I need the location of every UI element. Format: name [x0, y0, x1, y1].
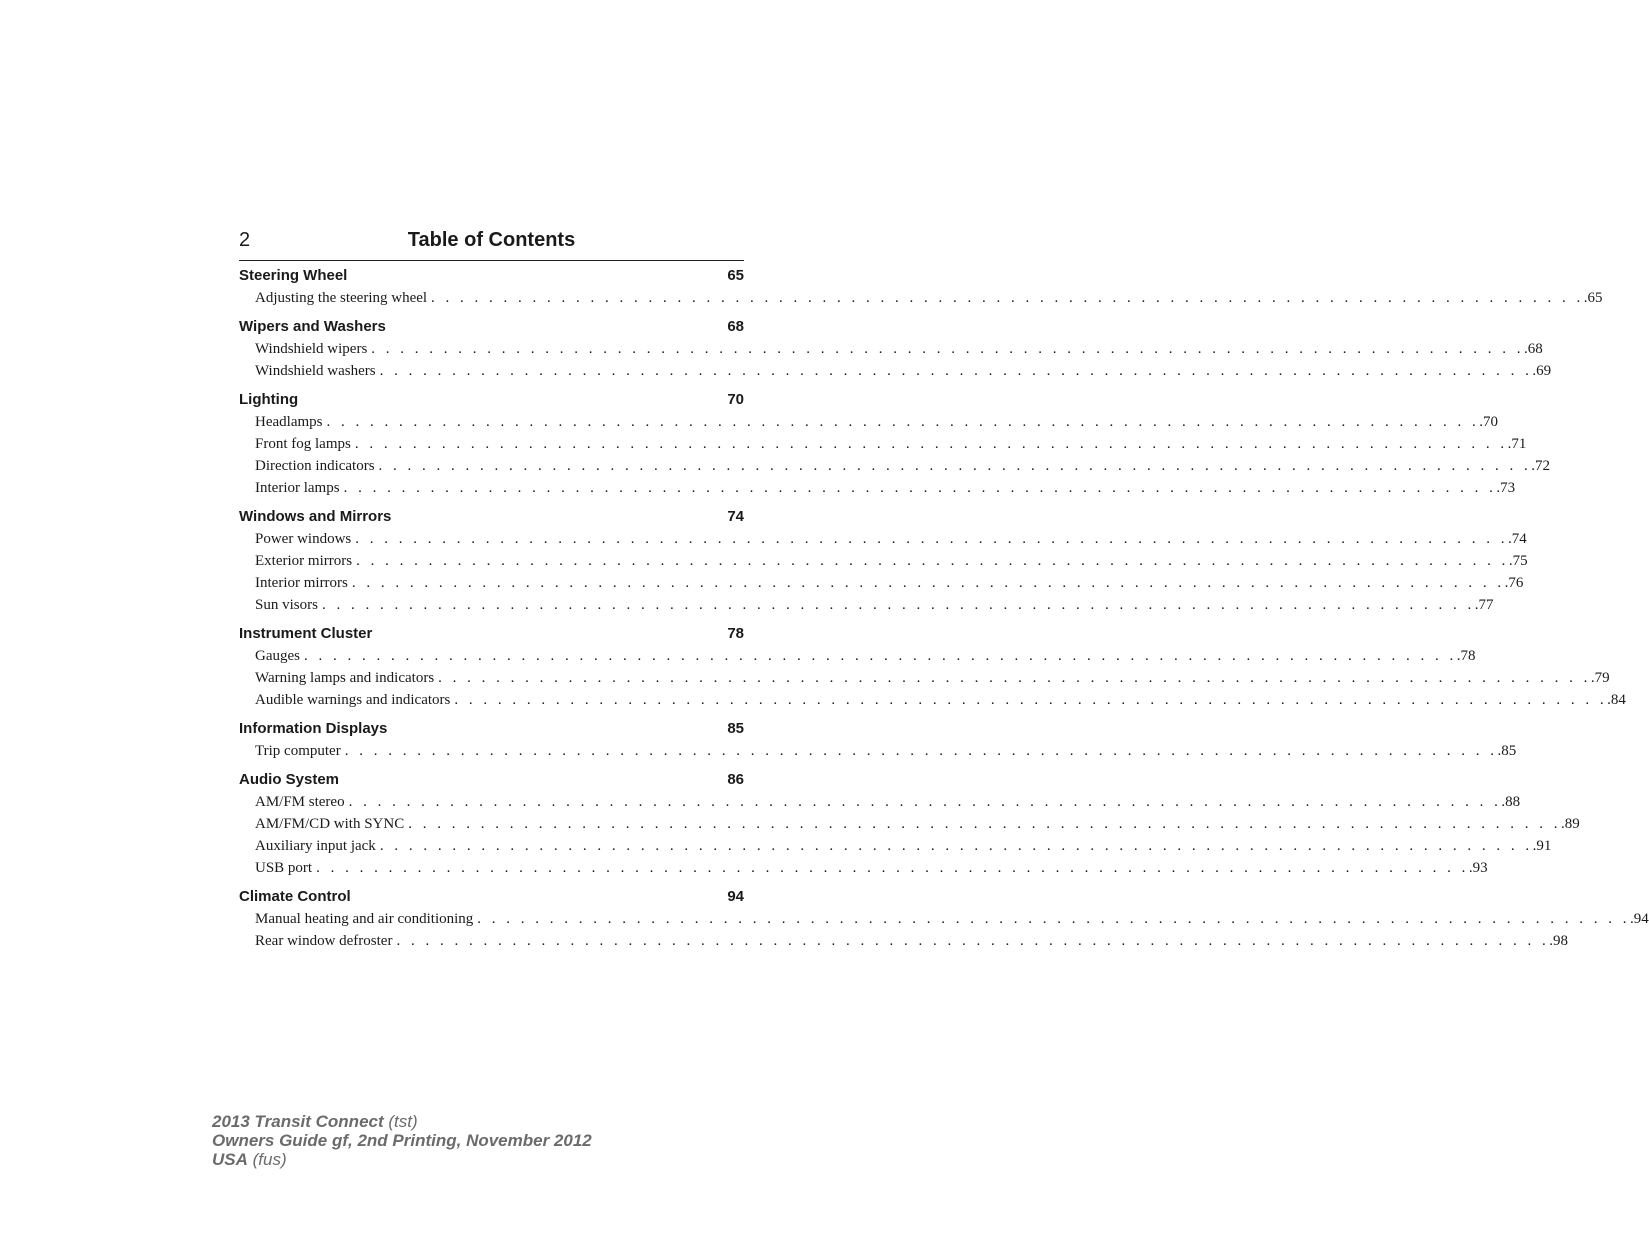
toc-entry[interactable] [239, 689, 1626, 711]
toc-section [239, 718, 1517, 762]
entry-page: .84 [1607, 692, 1626, 708]
entry-page: .74 [1508, 531, 1527, 547]
toc-section [239, 506, 1528, 616]
toc-section [239, 389, 1551, 499]
entry-page: .93 [1468, 860, 1488, 876]
toc-section [239, 623, 1626, 711]
page-number: 2 [239, 229, 251, 251]
entry-label: Gauges [255, 648, 300, 664]
entry-label: AM/FM stereo [255, 794, 345, 810]
section-heading[interactable] [239, 389, 744, 411]
toc-entry[interactable] [239, 791, 1521, 813]
dot-leader: . . . . . . . . . . . . . . . . . . . . . . . . . . . . . . . . . . . . . . . . . . . . . . . . . . . . . . . . . . . . . . . . . . . . . . . . . . . . . . . . [379, 838, 1533, 854]
entry-label: Front fog lamps [255, 436, 351, 452]
dot-leader: . . . . . . . . . . . . . . . . . . . . . . . . . . . . . . . . . . . . . . . . . . . . . . . . . . . . . . . . . . . . . . . . . . . . . . . . . . . . . . . . [351, 575, 1505, 591]
dot-leader: . . . . . . . . . . . . . . . . . . . . . . . . . . . . . . . . . . . . . . . . . . . . . . . . . . . . . . . . . . . . . . . . . . . . . . . . . . . . . . . . [378, 458, 1532, 474]
dot-leader: . . . . . . . . . . . . . . . . . . . . . . . . . . . . . . . . . . . . . . . . . . . . . . . . . . . . . . . . . . . . . . . . . . . . . . . . . . . . . . . . [348, 794, 1502, 810]
toc-entry[interactable] [239, 645, 1476, 667]
entry-page: .79 [1590, 670, 1610, 686]
dot-leader: . . . . . . . . . . . . . . . . . . . . . . . . . . . . . . . . . . . . . . . . . . . . . . . . . . . . . . . . . . . . . . . . . . . . . . . . . . . . . . . . [343, 480, 1497, 496]
section-heading[interactable] [239, 769, 744, 791]
entry-page: .88 [1501, 794, 1521, 810]
dot-leader: . . . . . . . . . . . . . . . . . . . . . . . . . . . . . . . . . . . . . . . . . . . . . . . . . . . . . . . . . . . . . . . . . . . . . . . . . . . . . . . . [304, 648, 1457, 664]
entry-label: Audible warnings and indicators [255, 692, 451, 708]
footer-line-market [212, 1150, 592, 1169]
entry-page: .89 [1560, 816, 1580, 832]
section-heading[interactable] [239, 886, 744, 908]
toc-section [239, 769, 1580, 879]
page-title: Table of Contents [407, 229, 576, 251]
dot-leader: . . . . . . . . . . . . . . . . . . . . . . . . . . . . . . . . . . . . . . . . . . . . . . . . . . . . . . . . . . . . . . . . . . . . . . . . . . . . . . . . [371, 341, 1525, 357]
footer-market-code: (fus) [252, 1150, 287, 1169]
toc-section [239, 886, 1649, 952]
toc-entry[interactable] [239, 528, 1527, 550]
section-page: 85 [727, 720, 744, 737]
dot-leader: . . . . . . . . . . . . . . . . . . . . . . . . . . . . . . . . . . . . . . . . . . . . . . . . . . . . . . . . . . . . . . . . . . . . . . . . . . . . . . . . [431, 290, 1584, 306]
section-title: Wipers and Washers [239, 318, 386, 335]
section-page: 74 [727, 508, 744, 525]
toc-entry[interactable] [239, 477, 1516, 499]
entry-label: Windshield wipers [255, 341, 368, 357]
footer-line-vehicle [212, 1112, 592, 1131]
section-title: Information Displays [239, 720, 388, 737]
entry-label: Sun visors [255, 597, 318, 613]
section-heading[interactable] [239, 506, 744, 528]
toc-section [239, 316, 1552, 382]
dot-leader: . . . . . . . . . . . . . . . . . . . . . . . . . . . . . . . . . . . . . . . . . . . . . . . . . . . . . . . . . . . . . . . . . . . . . . . . . . . . . . . . [326, 414, 1480, 430]
entry-label: Adjusting the steering wheel [255, 290, 428, 306]
entry-label: Rear window defroster [255, 933, 393, 949]
entry-label: AM/FM/CD with SYNC [255, 816, 405, 832]
section-page: 65 [727, 267, 744, 284]
entry-page: .71 [1507, 436, 1527, 452]
dot-leader: . . . . . . . . . . . . . . . . . . . . . . . . . . . . . . . . . . . . . . . . . . . . . . . . . . . . . . . . . . . . . . . . . . . . . . . . . . . . . . . . [321, 597, 1475, 613]
section-title: Climate Control [239, 888, 351, 905]
toc-entry[interactable] [239, 572, 1524, 594]
entry-page: .73 [1496, 480, 1516, 496]
dot-leader: . . . . . . . . . . . . . . . . . . . . . . . . . . . . . . . . . . . . . . . . . . . . . . . . . . . . . . . . . . . . . . . . . . . . . . . . . . . . . . . . [356, 553, 1509, 569]
section-page: 70 [727, 391, 744, 408]
toc-entry[interactable] [239, 813, 1580, 835]
footer-vehicle-code: (tst) [388, 1112, 418, 1131]
entry-label: Power windows [255, 531, 352, 547]
entry-page: .72 [1531, 458, 1551, 474]
entry-page: .94 [1630, 911, 1649, 927]
section-page: 86 [727, 771, 744, 788]
entry-page: .70 [1479, 414, 1498, 430]
section-title: Lighting [239, 391, 299, 408]
footer-guide-info: Owners Guide gf, 2nd Printing, November 2012 [212, 1131, 592, 1150]
section-title: Windows and Mirrors [239, 508, 392, 525]
entry-page: .85 [1497, 743, 1517, 759]
section-page: 94 [727, 888, 744, 905]
toc-entry[interactable] [239, 930, 1568, 952]
entry-page: .75 [1508, 553, 1528, 569]
table-of-contents [239, 265, 1649, 959]
entry-page: .98 [1549, 933, 1568, 949]
section-heading[interactable] [239, 316, 744, 338]
entry-label: Exterior mirrors [255, 553, 353, 569]
dot-leader: . . . . . . . . . . . . . . . . . . . . . . . . . . . . . . . . . . . . . . . . . . . . . . . . . . . . . . . . . . . . . . . . . . . . . . . . . . . . . . . . [344, 743, 1498, 759]
entry-label: Auxiliary input jack [255, 838, 376, 854]
toc-entry[interactable] [239, 740, 1517, 762]
page-footer [212, 1112, 592, 1169]
dot-leader: . . . . . . . . . . . . . . . . . . . . . . . . . . . . . . . . . . . . . . . . . . . . . . . . . . . . . . . . . . . . . . . . . . . . . . . . . . . . . . . . [438, 670, 1591, 686]
entry-page: .77 [1474, 597, 1494, 613]
dot-leader: . . . . . . . . . . . . . . . . . . . . . . . . . . . . . . . . . . . . . . . . . . . . . . . . . . . . . . . . . . . . . . . . . . . . . . . . . . . . . . . . [355, 531, 1508, 547]
entry-page: .76 [1504, 575, 1524, 591]
entry-page: .69 [1532, 363, 1552, 379]
dot-leader: . . . . . . . . . . . . . . . . . . . . . . . . . . . . . . . . . . . . . . . . . . . . . . . . . . . . . . . . . . . . . . . . . . . . . . . . . . . . . . . . [354, 436, 1508, 452]
entry-page: .78 [1456, 648, 1476, 664]
toc-entry[interactable] [239, 338, 1543, 360]
entry-label: Headlamps [255, 414, 323, 430]
dot-leader: . . . . . . . . . . . . . . . . . . . . . . . . . . . . . . . . . . . . . . . . . . . . . . . . . . . . . . . . . . . . . . . . . . . . . . . . . . . . . . . . [454, 692, 1608, 708]
entry-label: USB port [255, 860, 313, 876]
entry-label: Interior lamps [255, 480, 340, 496]
section-title: Audio System [239, 771, 340, 788]
page-header [239, 228, 744, 261]
toc-entry[interactable] [239, 908, 1649, 930]
entry-page: .68 [1524, 341, 1543, 357]
entry-label: Trip computer [255, 743, 341, 759]
toc-entry[interactable] [239, 455, 1551, 477]
footer-line-guide [212, 1131, 592, 1150]
dot-leader: . . . . . . . . . . . . . . . . . . . . . . . . . . . . . . . . . . . . . . . . . . . . . . . . . . . . . . . . . . . . . . . . . . . . . . . . . . . . . . . . [379, 363, 1533, 379]
toc-entry[interactable] [239, 550, 1528, 572]
dot-leader: . . . . . . . . . . . . . . . . . . . . . . . . . . . . . . . . . . . . . . . . . . . . . . . . . . . . . . . . . . . . . . . . . . . . . . . . . . . . . . . . [477, 911, 1631, 927]
footer-vehicle-name: 2013 Transit Connect [212, 1112, 384, 1131]
toc-entry[interactable] [239, 411, 1498, 433]
section-page: 78 [727, 625, 744, 642]
entry-page: .65 [1583, 290, 1603, 306]
toc-entry[interactable] [239, 667, 1610, 689]
dot-leader: . . . . . . . . . . . . . . . . . . . . . . . . . . . . . . . . . . . . . . . . . . . . . . . . . . . . . . . . . . . . . . . . . . . . . . . . . . . . . . . . [408, 816, 1561, 832]
section-heading[interactable] [239, 718, 744, 740]
toc-entry[interactable] [239, 594, 1494, 616]
section-title: Steering Wheel [239, 267, 348, 284]
entry-page: .91 [1532, 838, 1552, 854]
dot-leader: . . . . . . . . . . . . . . . . . . . . . . . . . . . . . . . . . . . . . . . . . . . . . . . . . . . . . . . . . . . . . . . . . . . . . . . . . . . . . . . . [396, 933, 1550, 949]
footer-market: USA [212, 1150, 248, 1169]
entry-label: Manual heating and air conditioning [255, 911, 474, 927]
section-heading[interactable] [239, 265, 744, 287]
toc-entry[interactable] [239, 835, 1552, 857]
dot-leader: . . . . . . . . . . . . . . . . . . . . . . . . . . . . . . . . . . . . . . . . . . . . . . . . . . . . . . . . . . . . . . . . . . . . . . . . . . . . . . . . [316, 860, 1469, 876]
toc-section [239, 265, 1603, 309]
entry-label: Warning lamps and indicators [255, 670, 435, 686]
section-title: Instrument Cluster [239, 625, 373, 642]
toc-entry[interactable] [239, 360, 1552, 382]
section-page: 68 [727, 318, 744, 335]
entry-label: Interior mirrors [255, 575, 348, 591]
toc-entry[interactable] [239, 433, 1527, 455]
entry-label: Windshield washers [255, 363, 376, 379]
entry-label: Direction indicators [255, 458, 375, 474]
toc-entry[interactable] [239, 857, 1488, 879]
section-heading[interactable] [239, 623, 744, 645]
toc-entry[interactable] [239, 287, 1603, 309]
